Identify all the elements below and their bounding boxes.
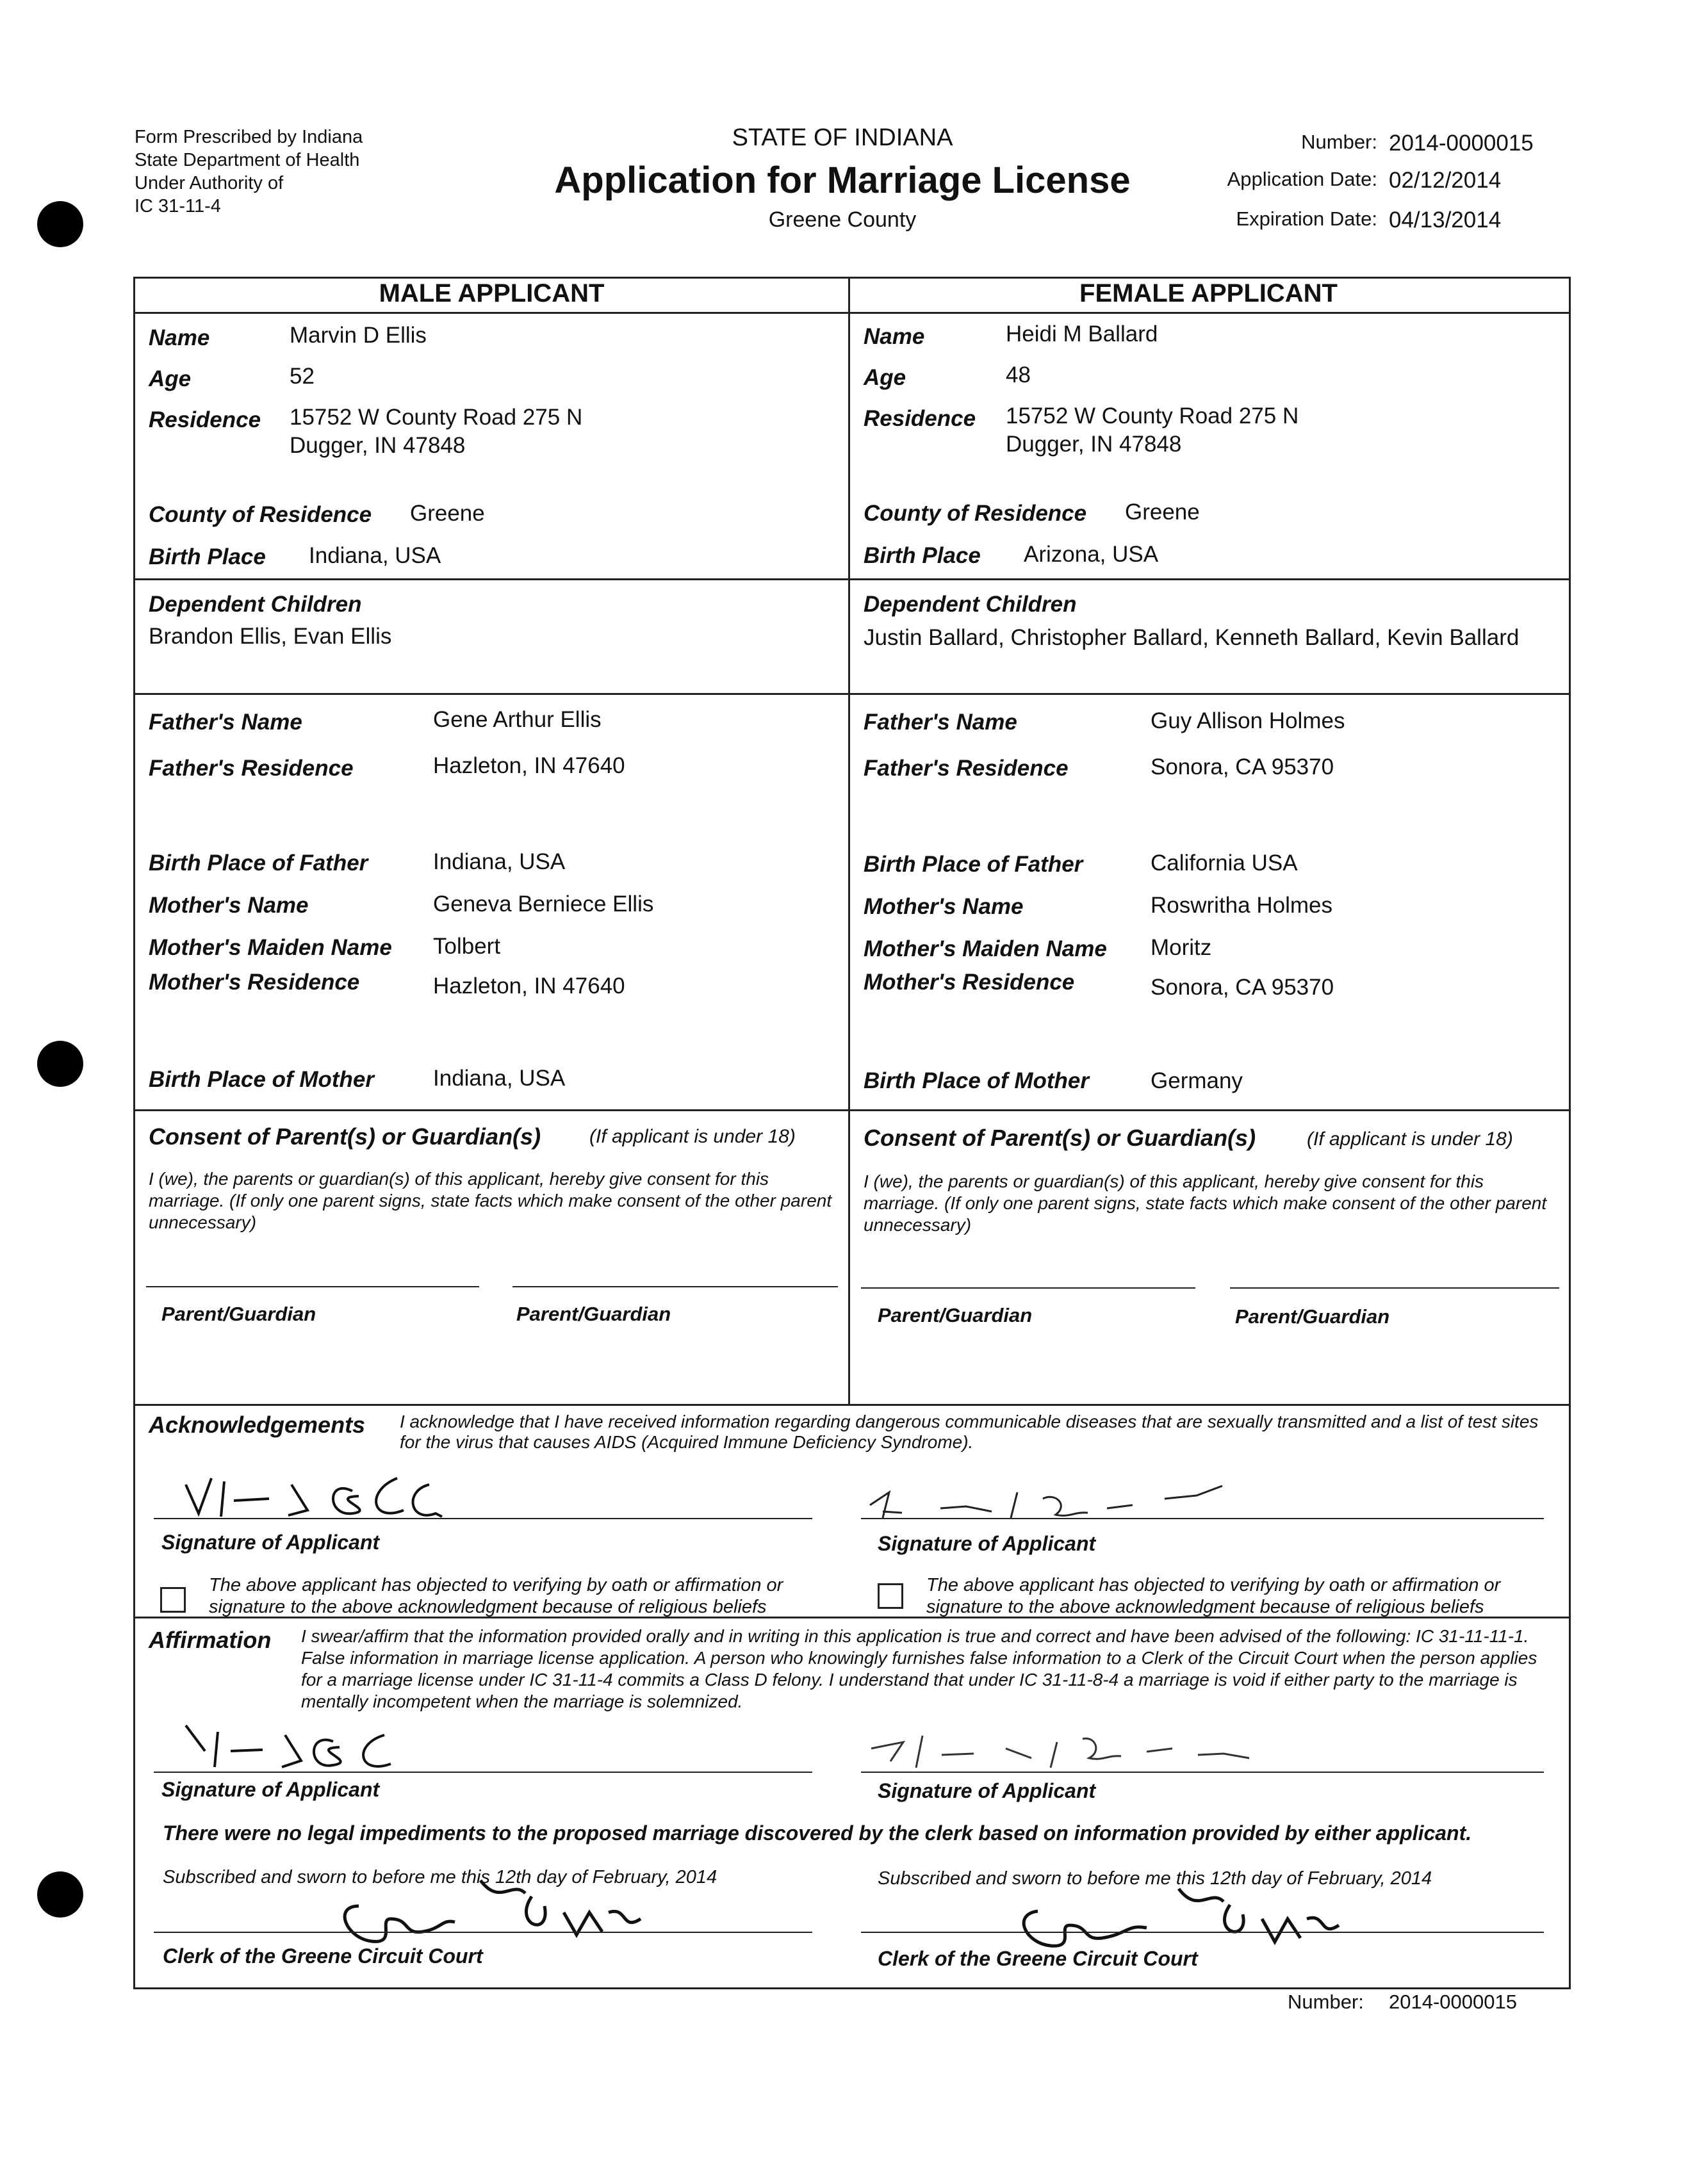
female-objection-text: The above applicant has objected to verifying by oath or affirmation or signature to the above acknowledgment because of religious beliefs bbox=[926, 1575, 1501, 1617]
male-age: 52 bbox=[290, 364, 315, 389]
female-ack-signature bbox=[864, 1467, 1299, 1531]
consent-divider bbox=[133, 1109, 1569, 1111]
number-value: 2014-0000015 bbox=[1389, 131, 1534, 156]
male-clerk-signature-line bbox=[154, 1932, 812, 1933]
punch-hole-middle bbox=[37, 1041, 83, 1087]
children-divider-bottom bbox=[133, 693, 1569, 695]
male-dependent-children: Brandon Ellis, Evan Ellis bbox=[149, 624, 392, 649]
female-mothers-name-label: Mother's Name bbox=[864, 894, 1024, 919]
male-mothers-name: Geneva Berniece Ellis bbox=[433, 892, 654, 917]
female-birth-place-mother: Germany bbox=[1151, 1068, 1243, 1093]
female-fathers-residence: Sonora, CA 95370 bbox=[1151, 754, 1334, 779]
female-objection-checkbox[interactable] bbox=[878, 1583, 903, 1609]
heading-divider bbox=[133, 312, 1569, 314]
punch-hole-bottom bbox=[37, 1871, 83, 1918]
male-mothers-maiden-name-label: Mother's Maiden Name bbox=[149, 935, 392, 960]
female-heading: FEMALE APPLICANT bbox=[1079, 279, 1338, 307]
female-mothers-maiden-name-label: Mother's Maiden Name bbox=[864, 936, 1107, 961]
female-county: Greene bbox=[1125, 500, 1200, 525]
female-residence-line2: Dugger, IN 47848 bbox=[1006, 432, 1182, 457]
male-mothers-residence: Hazleton, IN 47640 bbox=[433, 974, 625, 998]
footer-number-value: 2014-0000015 bbox=[1389, 1991, 1517, 2013]
male-affirmation-signature-line bbox=[154, 1772, 812, 1773]
prescribed-line-3: Under Authority of bbox=[135, 173, 284, 193]
female-parent-guardian-label-1: Parent/Guardian bbox=[878, 1304, 1033, 1326]
male-county: Greene bbox=[410, 501, 485, 526]
male-birth-place: Indiana, USA bbox=[309, 543, 441, 568]
male-mothers-name-label: Mother's Name bbox=[149, 893, 309, 918]
prescribed-line-2: State Department of Health bbox=[135, 150, 360, 170]
male-mothers-residence-label: Mother's Residence bbox=[149, 970, 360, 995]
number-label: Number: bbox=[1301, 131, 1377, 153]
female-residence-label: Residence bbox=[864, 406, 976, 431]
male-dependent-children-label: Dependent Children bbox=[149, 592, 362, 617]
female-name: Heidi M Ballard bbox=[1006, 322, 1158, 346]
female-fathers-residence-label: Father's Residence bbox=[864, 756, 1069, 781]
female-parent-signature-line-1 bbox=[861, 1287, 1195, 1289]
male-birth-place-father: Indiana, USA bbox=[433, 849, 566, 874]
male-consent-note: (If applicant is under 18) bbox=[589, 1126, 796, 1147]
application-date-value: 02/12/2014 bbox=[1389, 168, 1502, 193]
female-consent-title: Consent of Parent(s) or Guardian(s) bbox=[864, 1125, 1256, 1151]
female-birth-place-father: California USA bbox=[1151, 851, 1298, 876]
male-affirmation-signature bbox=[179, 1706, 538, 1777]
column-divider bbox=[848, 277, 850, 1404]
male-parent-guardian-label-1: Parent/Guardian bbox=[161, 1303, 316, 1325]
female-mothers-maiden-name: Moritz bbox=[1151, 935, 1212, 960]
male-objection-checkbox[interactable] bbox=[160, 1587, 186, 1613]
female-affirmation-signature-line bbox=[861, 1772, 1544, 1773]
male-sworn-statement: Subscribed and sworn to before me this 12th day of February, 2014 bbox=[163, 1867, 717, 1887]
male-affirmation-signature-label: Signature of Applicant bbox=[161, 1778, 380, 1801]
ack-divider bbox=[133, 1404, 1569, 1406]
impediments-statement: There were no legal impediments to the proposed marriage discovered by the clerk based on information provided by either applicant. bbox=[163, 1821, 1472, 1845]
male-consent-text: I (we), the parents or guardian(s) of this applicant, hereby give consent for this marriage. (If only one parent signs, state facts which make consent of the other parent unnecessary) bbox=[149, 1169, 832, 1232]
male-residence-line1: 15752 W County Road 275 N bbox=[290, 405, 583, 430]
female-birth-place: Arizona, USA bbox=[1024, 542, 1159, 567]
male-name-label: Name bbox=[149, 325, 210, 350]
female-birth-place-label: Birth Place bbox=[864, 543, 981, 568]
male-parent-signature-line-1 bbox=[146, 1286, 479, 1287]
male-objection-text: The above applicant has objected to verifying by oath or affirmation or signature to the above acknowledgment because of religious beliefs bbox=[209, 1575, 783, 1617]
female-affirmation-signature-label: Signature of Applicant bbox=[878, 1779, 1096, 1802]
prescribed-line-1: Form Prescribed by Indiana bbox=[135, 127, 363, 147]
female-birth-place-father-label: Birth Place of Father bbox=[864, 852, 1083, 877]
female-fathers-name: Guy Allison Holmes bbox=[1151, 708, 1345, 733]
female-sworn-statement: Subscribed and sworn to before me this 12th day of February, 2014 bbox=[878, 1868, 1432, 1889]
male-clerk-label: Clerk of the Greene Circuit Court bbox=[163, 1944, 483, 1968]
female-county-label: County of Residence bbox=[864, 501, 1087, 526]
male-residence-line2: Dugger, IN 47848 bbox=[290, 433, 466, 458]
footer-number-label: Number: bbox=[1288, 1991, 1364, 2013]
male-clerk-signature bbox=[320, 1868, 653, 1957]
male-fathers-name-label: Father's Name bbox=[149, 710, 302, 735]
male-county-label: County of Residence bbox=[149, 502, 372, 527]
expiration-date-label: Expiration Date: bbox=[1236, 208, 1377, 230]
affirmation-text: I swear/affirm that the information provided orally and in writing in this application is true and correct and have been advised of the following: IC 31-11-11-1. False information in marriage license application. A person who knowingly furnishes false information to a Clerk of the Circuit Court when the person applies for a marriage license under IC 31-11-4 commits a Class D felony. I understand that under IC 31-11-8-4 a marriage is void if either party to the marriage is mentally incompetent when the marriage is solemnized. bbox=[301, 1626, 1537, 1711]
female-clerk-signature-line bbox=[861, 1932, 1544, 1933]
male-name: Marvin D Ellis bbox=[290, 323, 427, 348]
male-parent-guardian-label-2: Parent/Guardian bbox=[516, 1303, 671, 1325]
punch-hole-top bbox=[37, 201, 83, 247]
female-residence-line1: 15752 W County Road 275 N bbox=[1006, 403, 1299, 428]
female-age: 48 bbox=[1006, 363, 1031, 387]
male-parent-signature-line-2 bbox=[512, 1286, 838, 1287]
female-consent-note: (If applicant is under 18) bbox=[1307, 1129, 1513, 1150]
female-ack-signature-line bbox=[861, 1518, 1544, 1519]
female-age-label: Age bbox=[864, 365, 906, 390]
male-heading: MALE APPLICANT bbox=[379, 279, 605, 307]
male-birth-place-mother-label: Birth Place of Mother bbox=[149, 1067, 374, 1092]
affirmation-title: Affirmation bbox=[149, 1627, 272, 1653]
male-ack-signature-line bbox=[154, 1518, 812, 1519]
expiration-date-value: 04/13/2014 bbox=[1389, 208, 1502, 232]
male-mothers-maiden-name: Tolbert bbox=[433, 934, 501, 959]
acknowledgements-title: Acknowledgements bbox=[149, 1412, 366, 1438]
male-consent-title: Consent of Parent(s) or Guardian(s) bbox=[149, 1123, 541, 1150]
female-dependent-children: Justin Ballard, Christopher Ballard, Kenneth Ballard, Kevin Ballard bbox=[864, 625, 1520, 650]
male-age-label: Age bbox=[149, 366, 192, 391]
male-fathers-name: Gene Arthur Ellis bbox=[433, 707, 602, 732]
male-residence-label: Residence bbox=[149, 407, 261, 432]
female-name-label: Name bbox=[864, 324, 925, 349]
female-ack-signature-label: Signature of Applicant bbox=[878, 1532, 1096, 1555]
female-dependent-children-label: Dependent Children bbox=[864, 592, 1077, 617]
female-clerk-label: Clerk of the Greene Circuit Court bbox=[878, 1947, 1198, 1970]
page-title: Application for Marriage License bbox=[554, 159, 1131, 201]
state-name: STATE OF INDIANA bbox=[732, 124, 953, 151]
female-birth-place-mother-label: Birth Place of Mother bbox=[864, 1068, 1089, 1093]
female-fathers-name-label: Father's Name bbox=[864, 710, 1017, 735]
male-fathers-residence: Hazleton, IN 47640 bbox=[433, 753, 625, 778]
prescribed-by bbox=[135, 126, 363, 218]
male-birth-place-mother: Indiana, USA bbox=[433, 1066, 566, 1091]
acknowledgements-text: I acknowledge that I have received information regarding dangerous communicable diseases that are sexually transmitted and a list of test sites for the virus that causes AIDS (Acquired Immune Deficiency Syndrome). bbox=[400, 1412, 1539, 1452]
female-mothers-residence: Sonora, CA 95370 bbox=[1151, 975, 1334, 1000]
prescribed-line-4: IC 31-11-4 bbox=[135, 196, 221, 216]
application-date-label: Application Date: bbox=[1227, 168, 1377, 190]
children-divider-top bbox=[133, 578, 1569, 580]
county-name: Greene County bbox=[768, 208, 917, 232]
male-ack-signature bbox=[173, 1453, 532, 1523]
female-parent-signature-line-2 bbox=[1230, 1287, 1559, 1289]
male-fathers-residence-label: Father's Residence bbox=[149, 756, 354, 781]
male-ack-signature-label: Signature of Applicant bbox=[161, 1531, 380, 1554]
male-birth-place-label: Birth Place bbox=[149, 544, 266, 569]
male-birth-place-father-label: Birth Place of Father bbox=[149, 851, 368, 876]
female-parent-guardian-label-2: Parent/Guardian bbox=[1235, 1305, 1390, 1328]
female-mothers-residence-label: Mother's Residence bbox=[864, 970, 1075, 995]
female-mothers-name: Roswritha Holmes bbox=[1151, 893, 1332, 918]
female-consent-text: I (we), the parents or guardian(s) of this applicant, hereby give consent for this marriage. (If only one parent signs, state facts which make consent of the other parent unnecessary) bbox=[864, 1171, 1547, 1235]
